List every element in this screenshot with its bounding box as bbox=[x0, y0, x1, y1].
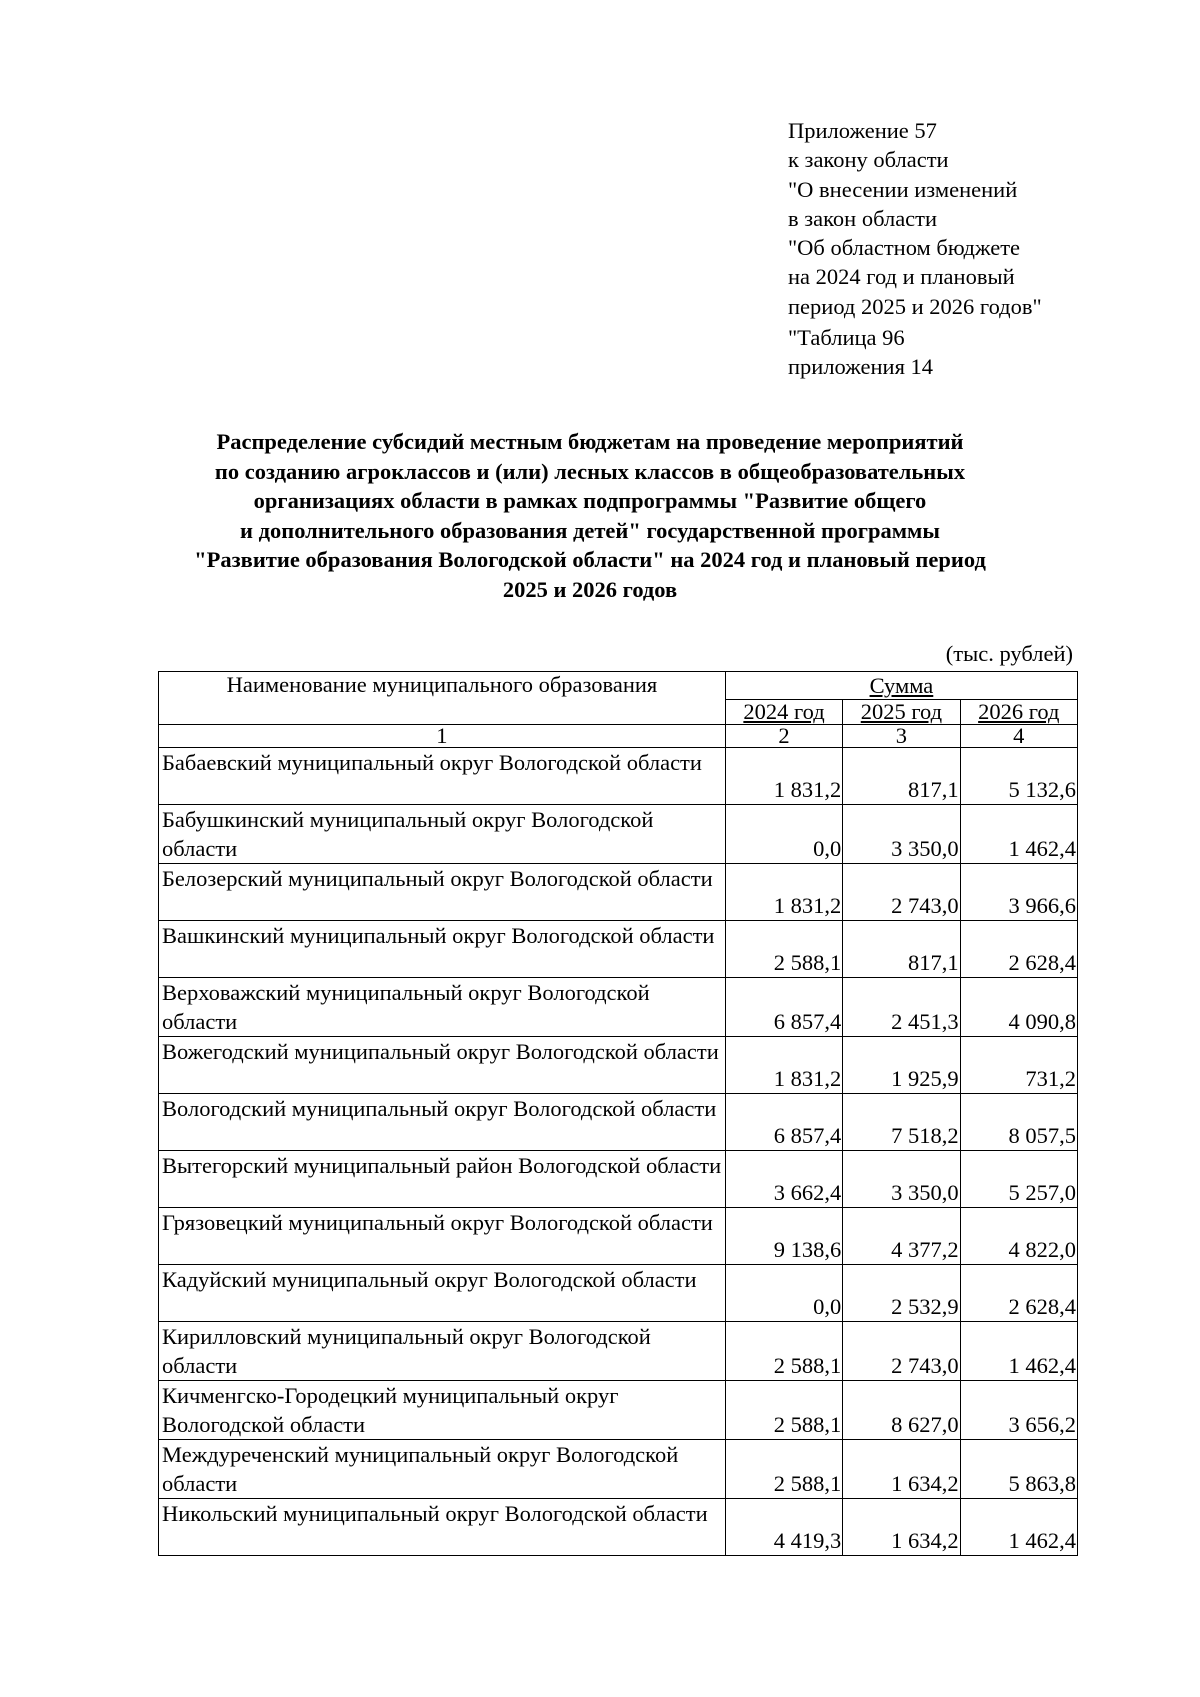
municipality-name: Вытегорский муниципальный район Вологодской области bbox=[159, 1151, 726, 1208]
subsidy-table bbox=[158, 671, 1078, 1556]
amount-2024: 9 138,6 bbox=[725, 1208, 842, 1265]
amount-2025: 817,1 bbox=[843, 748, 960, 805]
amount-2024: 2 588,1 bbox=[725, 1381, 842, 1440]
title-line: по созданию агроклассов и (или) лесных классов в общеобразовательных bbox=[214, 458, 966, 484]
appendix-line: в закон области bbox=[788, 205, 938, 231]
amount-2026: 731,2 bbox=[960, 1037, 1077, 1094]
appendix-line: "О внесении изменений bbox=[788, 176, 1018, 202]
municipality-name: Кадуйский муниципальный округ Вологодской области bbox=[159, 1265, 726, 1322]
title-line: 2025 и 2026 годов bbox=[502, 576, 678, 602]
table-row bbox=[159, 1322, 1078, 1381]
amount-2025: 7 518,2 bbox=[843, 1094, 960, 1151]
column-number: 2 bbox=[725, 725, 842, 748]
amount-2025: 1 634,2 bbox=[843, 1499, 960, 1556]
amount-2024: 0,0 bbox=[725, 1265, 842, 1322]
table-row bbox=[159, 805, 1078, 864]
municipality-name: Вожегодский муниципальный округ Вологодской области bbox=[159, 1037, 726, 1094]
amount-2024: 1 831,2 bbox=[725, 748, 842, 805]
municipality-name: Кичменгско-Городецкий муниципальный округ Вологодской области bbox=[159, 1381, 726, 1440]
amount-2024: 2 588,1 bbox=[725, 1322, 842, 1381]
municipality-name: Междуреченский муниципальный округ Вологодской области bbox=[159, 1440, 726, 1499]
appendix-line: "Таблица 96 bbox=[788, 325, 905, 351]
units-label: (тыс. рублей) bbox=[945, 641, 1073, 666]
document-title bbox=[160, 427, 1020, 604]
header-sum: Сумма bbox=[725, 672, 1077, 700]
table-row bbox=[159, 1265, 1078, 1322]
appendix-line: к закону области bbox=[788, 147, 949, 173]
table-row bbox=[159, 1440, 1078, 1499]
municipality-name: Бабушкинский муниципальный округ Вологодской области bbox=[159, 805, 726, 864]
header-year-2025: 2025 год bbox=[843, 700, 960, 725]
municipality-name: Кирилловский муниципальный округ Вологодской области bbox=[159, 1322, 726, 1381]
municipality-name: Грязовецкий муниципальный округ Вологодской области bbox=[159, 1208, 726, 1265]
table-row bbox=[159, 1151, 1078, 1208]
municipality-name: Вашкинский муниципальный округ Вологодской области bbox=[159, 921, 726, 978]
table-row bbox=[159, 864, 1078, 921]
amount-2024: 1 831,2 bbox=[725, 864, 842, 921]
amount-2025: 4 377,2 bbox=[843, 1208, 960, 1265]
amount-2025: 2 743,0 bbox=[843, 1322, 960, 1381]
table-body bbox=[159, 748, 1078, 1556]
table-row bbox=[159, 978, 1078, 1037]
table-row bbox=[159, 1037, 1078, 1094]
amount-2026: 2 628,4 bbox=[960, 921, 1077, 978]
amount-2026: 8 057,5 bbox=[960, 1094, 1077, 1151]
column-number: 3 bbox=[843, 725, 960, 748]
table-row bbox=[159, 1381, 1078, 1440]
amount-2026: 4 822,0 bbox=[960, 1208, 1077, 1265]
appendix-line: "Об областном бюджете bbox=[788, 235, 1021, 261]
title-line: организациях области в рамках подпрограммы "Развитие общего bbox=[253, 488, 927, 513]
amount-2026: 5 257,0 bbox=[960, 1151, 1077, 1208]
header-municipality: Наименование муниципального образования bbox=[159, 672, 726, 725]
appendix-reference bbox=[788, 116, 1042, 382]
column-number: 1 bbox=[159, 725, 726, 748]
amount-2026: 4 090,8 bbox=[960, 978, 1077, 1037]
title-line: и дополнительного образования детей" государственной программы bbox=[240, 517, 940, 543]
amount-2025: 1 925,9 bbox=[843, 1037, 960, 1094]
amount-2025: 8 627,0 bbox=[843, 1381, 960, 1440]
amount-2026: 1 462,4 bbox=[960, 805, 1077, 864]
appendix-line: приложения 14 bbox=[788, 354, 934, 380]
amount-2024: 2 588,1 bbox=[725, 921, 842, 978]
amount-2026: 5 132,6 bbox=[960, 748, 1077, 805]
table-row bbox=[159, 921, 1078, 978]
header-year-2026: 2026 год bbox=[960, 700, 1077, 725]
municipality-name: Верховажский муниципальный округ Вологодской области bbox=[159, 978, 726, 1037]
municipality-name: Никольский муниципальный округ Вологодской области bbox=[159, 1499, 726, 1556]
appendix-line: Приложение 57 bbox=[788, 118, 937, 143]
amount-2026: 3 966,6 bbox=[960, 864, 1077, 921]
title-line: Распределение субсидий местным бюджетам на проведение мероприятий bbox=[216, 429, 964, 454]
amount-2024: 3 662,4 bbox=[725, 1151, 842, 1208]
column-number: 4 bbox=[960, 725, 1077, 748]
amount-2024: 4 419,3 bbox=[725, 1499, 842, 1556]
table-row bbox=[159, 1499, 1078, 1556]
header-year-2024: 2024 год bbox=[725, 700, 842, 725]
amount-2024: 6 857,4 bbox=[725, 1094, 842, 1151]
table-row bbox=[159, 1208, 1078, 1265]
amount-2026: 2 628,4 bbox=[960, 1265, 1077, 1322]
amount-2024: 0,0 bbox=[725, 805, 842, 864]
amount-2025: 1 634,2 bbox=[843, 1440, 960, 1499]
appendix-line: на 2024 год и плановый bbox=[788, 264, 1015, 290]
amount-2024: 1 831,2 bbox=[725, 1037, 842, 1094]
amount-2025: 3 350,0 bbox=[843, 805, 960, 864]
amount-2025: 2 532,9 bbox=[843, 1265, 960, 1322]
municipality-name: Вологодский муниципальный округ Вологодской области bbox=[159, 1094, 726, 1151]
amount-2025: 817,1 bbox=[843, 921, 960, 978]
table-row bbox=[159, 1094, 1078, 1151]
amount-2025: 2 743,0 bbox=[843, 864, 960, 921]
amount-2026: 5 863,8 bbox=[960, 1440, 1077, 1499]
table-row bbox=[159, 748, 1078, 805]
municipality-name: Белозерский муниципальный округ Вологодской области bbox=[159, 864, 726, 921]
title-line: "Развитие образования Вологодской области" на 2024 год и плановый период bbox=[194, 547, 986, 572]
amount-2025: 3 350,0 bbox=[843, 1151, 960, 1208]
amount-2024: 6 857,4 bbox=[725, 978, 842, 1037]
amount-2024: 2 588,1 bbox=[725, 1440, 842, 1499]
municipality-name: Бабаевский муниципальный округ Вологодской области bbox=[159, 748, 726, 805]
amount-2026: 1 462,4 bbox=[960, 1499, 1077, 1556]
amount-2026: 3 656,2 bbox=[960, 1381, 1077, 1440]
appendix-line: период 2025 и 2026 годов" bbox=[788, 293, 1042, 319]
amount-2026: 1 462,4 bbox=[960, 1322, 1077, 1381]
amount-2025: 2 451,3 bbox=[843, 978, 960, 1037]
